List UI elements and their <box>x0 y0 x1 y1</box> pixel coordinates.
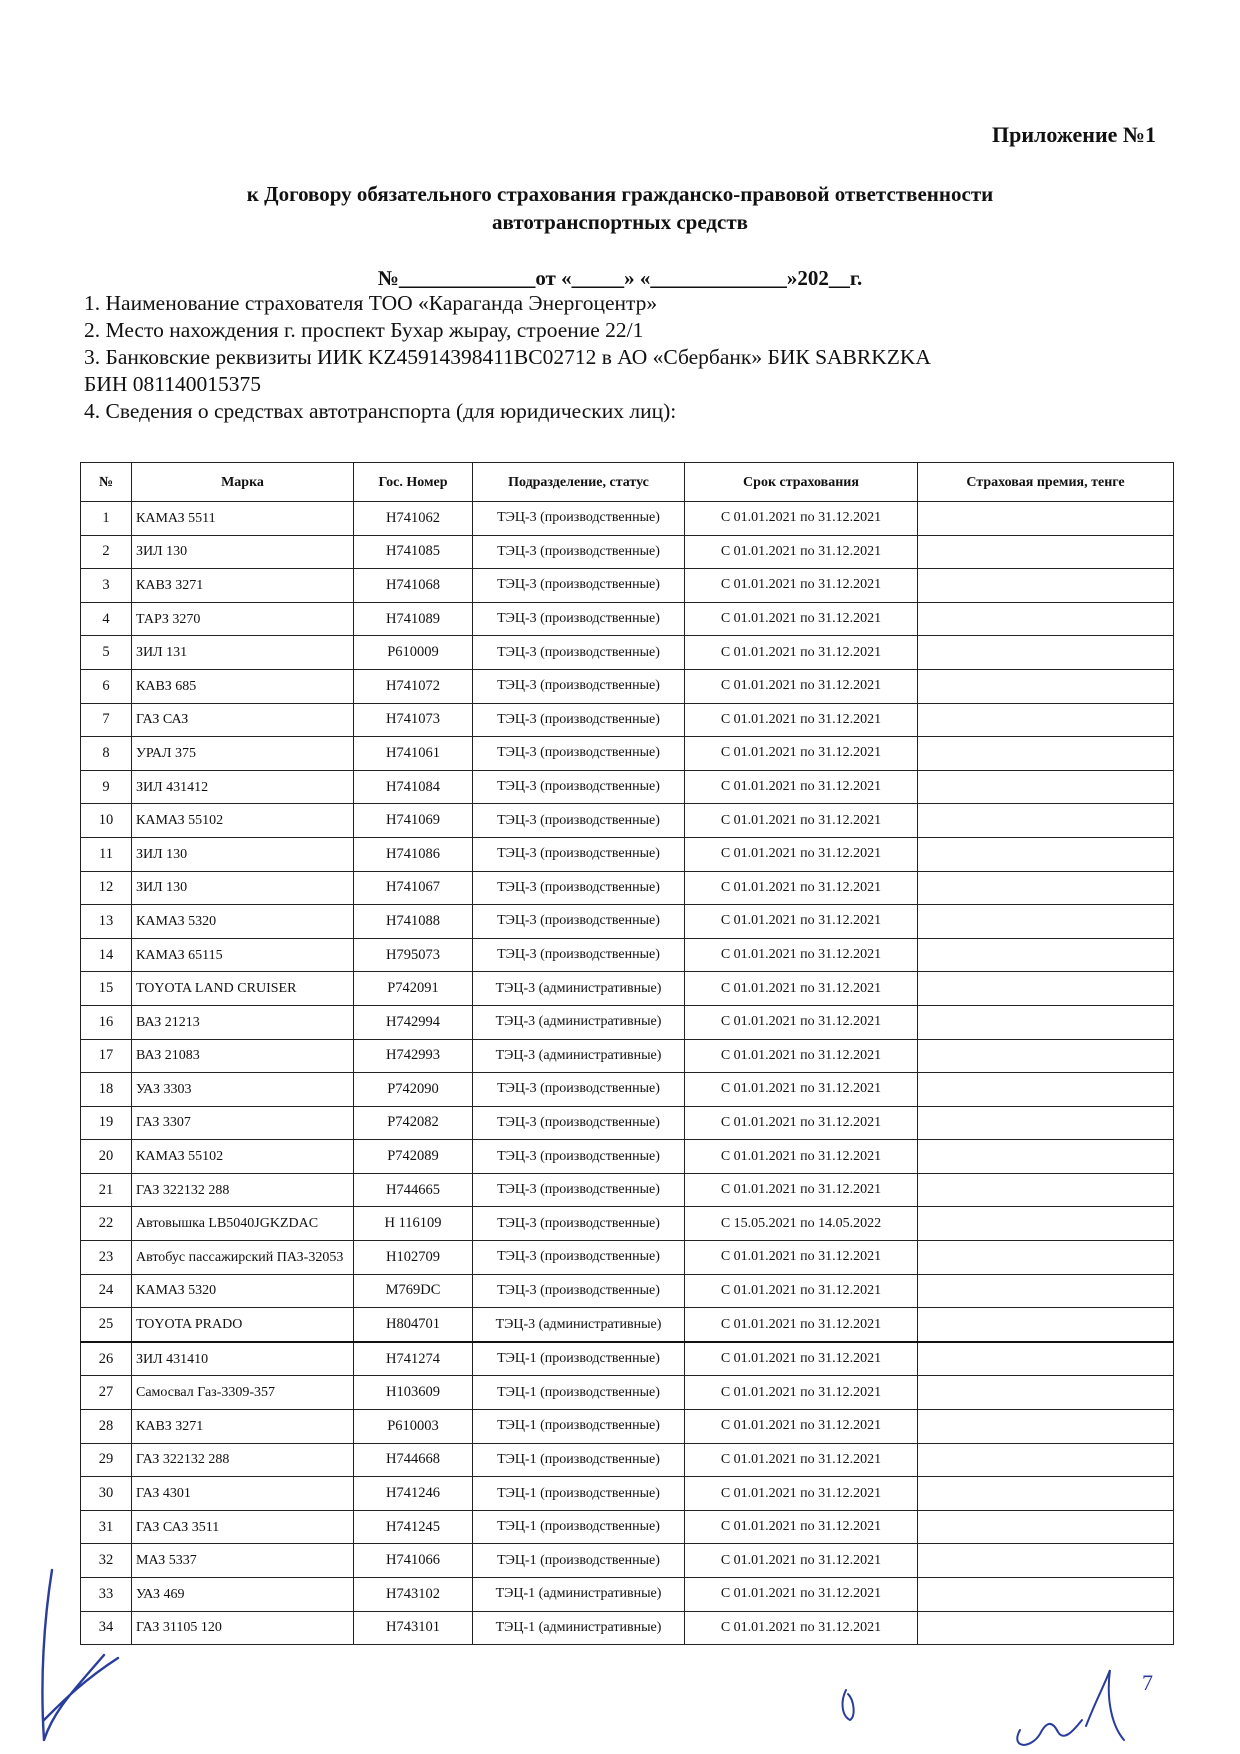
cell-plate: Н795073 <box>354 938 473 972</box>
cell-number: 14 <box>81 938 132 972</box>
table-row <box>81 1241 1174 1275</box>
cell-number: 16 <box>81 1005 132 1039</box>
cell-make: Автобус пассажирский ПАЗ-32053 <box>132 1241 354 1275</box>
cell-plate: Н743102 <box>354 1578 473 1612</box>
table-row <box>81 737 1174 771</box>
cell-make: КАМАЗ 5320 <box>132 1274 354 1308</box>
cell-premium <box>918 1410 1174 1444</box>
cell-term: С 01.01.2021 по 31.12.2021 <box>685 972 918 1006</box>
cell-plate: Н741084 <box>354 770 473 804</box>
cell-division: ТЭЦ-3 (административные) <box>473 1308 685 1342</box>
cell-plate: Н741067 <box>354 871 473 905</box>
cell-number: 28 <box>81 1410 132 1444</box>
table-row <box>81 669 1174 703</box>
cell-make: ГАЗ САЗ <box>132 703 354 737</box>
cell-number: 20 <box>81 1140 132 1174</box>
cell-number: 25 <box>81 1308 132 1342</box>
cell-premium <box>918 1544 1174 1578</box>
cell-term: С 01.01.2021 по 31.12.2021 <box>685 1308 918 1342</box>
cell-plate: Н742994 <box>354 1005 473 1039</box>
cell-term: С 01.01.2021 по 31.12.2021 <box>685 1578 918 1612</box>
header-number: № <box>81 463 132 502</box>
cell-division: ТЭЦ-3 (производственные) <box>473 837 685 871</box>
cell-division: ТЭЦ-3 (производственные) <box>473 1241 685 1275</box>
cell-make: ЗИЛ 130 <box>132 837 354 871</box>
cell-make: ЗИЛ 130 <box>132 871 354 905</box>
cell-premium <box>918 1073 1174 1107</box>
cell-number: 26 <box>81 1342 132 1376</box>
cell-division: ТЭЦ-3 (производственные) <box>473 905 685 939</box>
cell-term: С 01.01.2021 по 31.12.2021 <box>685 1039 918 1073</box>
cell-premium <box>918 636 1174 670</box>
cell-division: ТЭЦ-1 (производственные) <box>473 1443 685 1477</box>
cell-premium <box>918 569 1174 603</box>
info-bin: БИН 081140015375 <box>84 372 261 396</box>
cell-term: С 01.01.2021 по 31.12.2021 <box>685 1443 918 1477</box>
cell-number: 17 <box>81 1039 132 1073</box>
cell-division: ТЭЦ-1 (административные) <box>473 1611 685 1645</box>
cell-term: С 01.01.2021 по 31.12.2021 <box>685 770 918 804</box>
cell-division: ТЭЦ-3 (производственные) <box>473 502 685 536</box>
cell-premium <box>918 1106 1174 1140</box>
table-row <box>81 703 1174 737</box>
cell-premium <box>918 1342 1174 1376</box>
cell-division: ТЭЦ-1 (производственные) <box>473 1342 685 1376</box>
cell-plate: Р610009 <box>354 636 473 670</box>
table-body <box>81 502 1174 1645</box>
cell-term: С 01.01.2021 по 31.12.2021 <box>685 1410 918 1444</box>
cell-number: 27 <box>81 1376 132 1410</box>
cell-plate: Н102709 <box>354 1241 473 1275</box>
cell-make: ГАЗ 322132 288 <box>132 1173 354 1207</box>
header-term: Срок страхования <box>685 463 918 502</box>
cell-premium <box>918 871 1174 905</box>
cell-make: ГАЗ 4301 <box>132 1477 354 1511</box>
cell-division: ТЭЦ-3 (административные) <box>473 1005 685 1039</box>
cell-number: 3 <box>81 569 132 603</box>
cell-premium <box>918 535 1174 569</box>
contract-number-line: №_____________от «_____» «_____________»202__г. <box>377 266 863 290</box>
cell-premium <box>918 669 1174 703</box>
cell-number: 6 <box>81 669 132 703</box>
cell-make: КАМАЗ 5511 <box>132 502 354 536</box>
table-row <box>81 1477 1174 1511</box>
cell-plate: Н741086 <box>354 837 473 871</box>
cell-plate: Н741088 <box>354 905 473 939</box>
cell-make: ЗИЛ 130 <box>132 535 354 569</box>
cell-number: 23 <box>81 1241 132 1275</box>
table-row <box>81 535 1174 569</box>
table-header-row <box>81 463 1174 502</box>
table-row <box>81 636 1174 670</box>
cell-make: ВАЗ 21213 <box>132 1005 354 1039</box>
cell-number: 34 <box>81 1611 132 1645</box>
table-row <box>81 938 1174 972</box>
cell-term: С 01.01.2021 по 31.12.2021 <box>685 804 918 838</box>
cell-premium <box>918 770 1174 804</box>
cell-plate: Н741068 <box>354 569 473 603</box>
title-line-1: к Договору обязательного страхования гражданско-правовой ответственности <box>246 182 994 206</box>
table-row <box>81 1039 1174 1073</box>
cell-division: ТЭЦ-1 (производственные) <box>473 1477 685 1511</box>
cell-make: TOYOTA LAND CRUISER <box>132 972 354 1006</box>
table-row <box>81 1376 1174 1410</box>
cell-division: ТЭЦ-1 (производственные) <box>473 1544 685 1578</box>
cell-premium <box>918 905 1174 939</box>
cell-division: ТЭЦ-3 (производственные) <box>473 535 685 569</box>
cell-plate: Н741072 <box>354 669 473 703</box>
signature-right <box>1000 1660 1140 1754</box>
cell-make: КАМАЗ 65115 <box>132 938 354 972</box>
cell-division: ТЭЦ-3 (производственные) <box>473 669 685 703</box>
table-row <box>81 502 1174 536</box>
table-row <box>81 1308 1174 1342</box>
cell-plate: Р742089 <box>354 1140 473 1174</box>
cell-number: 9 <box>81 770 132 804</box>
cell-division: ТЭЦ-3 (производственные) <box>473 804 685 838</box>
cell-number: 12 <box>81 871 132 905</box>
signature-left <box>14 1560 134 1750</box>
cell-term: С 01.01.2021 по 31.12.2021 <box>685 1241 918 1275</box>
table-row <box>81 871 1174 905</box>
cell-premium <box>918 1005 1174 1039</box>
header-division: Подразделение, статус <box>473 463 685 502</box>
cell-division: ТЭЦ-1 (производственные) <box>473 1410 685 1444</box>
cell-plate: Н743101 <box>354 1611 473 1645</box>
cell-make: ГАЗ 3307 <box>132 1106 354 1140</box>
cell-premium <box>918 1611 1174 1645</box>
cell-term: С 01.01.2021 по 31.12.2021 <box>685 1274 918 1308</box>
cell-term: С 01.01.2021 по 31.12.2021 <box>685 1376 918 1410</box>
table-row <box>81 1140 1174 1174</box>
cell-plate: Н741069 <box>354 804 473 838</box>
cell-division: ТЭЦ-1 (производственные) <box>473 1376 685 1410</box>
cell-division: ТЭЦ-3 (производственные) <box>473 1073 685 1107</box>
cell-number: 22 <box>81 1207 132 1241</box>
cell-division: ТЭЦ-3 (производственные) <box>473 770 685 804</box>
table-row <box>81 1005 1174 1039</box>
cell-term: С 01.01.2021 по 31.12.2021 <box>685 871 918 905</box>
cell-premium <box>918 602 1174 636</box>
cell-make: КАВЗ 3271 <box>132 1410 354 1444</box>
cell-number: 21 <box>81 1173 132 1207</box>
cell-plate: Н 116109 <box>354 1207 473 1241</box>
cell-term: С 01.01.2021 по 31.12.2021 <box>685 1342 918 1376</box>
cell-make: КАВЗ 3271 <box>132 569 354 603</box>
table-row <box>81 1274 1174 1308</box>
cell-number: 30 <box>81 1477 132 1511</box>
table-row <box>81 804 1174 838</box>
table-row <box>81 972 1174 1006</box>
table-row <box>81 1106 1174 1140</box>
table-row <box>81 569 1174 603</box>
cell-make: КАВЗ 685 <box>132 669 354 703</box>
table-row <box>81 1578 1174 1612</box>
cell-division: ТЭЦ-3 (производственные) <box>473 703 685 737</box>
cell-plate: Н741089 <box>354 602 473 636</box>
cell-division: ТЭЦ-3 (производственные) <box>473 636 685 670</box>
cell-term: С 01.01.2021 по 31.12.2021 <box>685 569 918 603</box>
cell-term: С 01.01.2021 по 31.12.2021 <box>685 1073 918 1107</box>
cell-term: С 01.01.2021 по 31.12.2021 <box>685 502 918 536</box>
cell-premium <box>918 1578 1174 1612</box>
cell-number: 24 <box>81 1274 132 1308</box>
cell-term: С 01.01.2021 по 31.12.2021 <box>685 1477 918 1511</box>
table-row <box>81 837 1174 871</box>
cell-division: ТЭЦ-3 (административные) <box>473 972 685 1006</box>
table-row <box>81 1410 1174 1444</box>
cell-plate: Н744668 <box>354 1443 473 1477</box>
cell-term: С 01.01.2021 по 31.12.2021 <box>685 703 918 737</box>
cell-premium <box>918 1274 1174 1308</box>
table-row <box>81 1173 1174 1207</box>
cell-plate: М769DC <box>354 1274 473 1308</box>
cell-make: УАЗ 3303 <box>132 1073 354 1107</box>
cell-make: МАЗ 5337 <box>132 1544 354 1578</box>
cell-plate: Н741061 <box>354 737 473 771</box>
cell-plate: Н741245 <box>354 1510 473 1544</box>
cell-premium <box>918 1173 1174 1207</box>
table-row <box>81 1073 1174 1107</box>
cell-term: С 01.01.2021 по 31.12.2021 <box>685 1611 918 1645</box>
vehicles-table <box>80 462 1174 1645</box>
table-row <box>81 1207 1174 1241</box>
cell-term: С 01.01.2021 по 31.12.2021 <box>685 938 918 972</box>
header-make: Марка <box>132 463 354 502</box>
cell-division: ТЭЦ-3 (производственные) <box>473 1106 685 1140</box>
cell-make: ГАЗ 31105 120 <box>132 1611 354 1645</box>
cell-plate: Н741246 <box>354 1477 473 1511</box>
cell-division: ТЭЦ-1 (административные) <box>473 1578 685 1612</box>
cell-make: Самосвал Газ-3309-357 <box>132 1376 354 1410</box>
cell-term: С 01.01.2021 по 31.12.2021 <box>685 1173 918 1207</box>
cell-premium <box>918 1140 1174 1174</box>
cell-plate: Н744665 <box>354 1173 473 1207</box>
cell-number: 18 <box>81 1073 132 1107</box>
cell-number: 8 <box>81 737 132 771</box>
cell-number: 31 <box>81 1510 132 1544</box>
annex-label: Приложение №1 <box>992 122 1156 147</box>
table-row <box>81 1611 1174 1645</box>
cell-division: ТЭЦ-3 (административные) <box>473 1039 685 1073</box>
cell-plate: Н804701 <box>354 1308 473 1342</box>
cell-plate: Р610003 <box>354 1410 473 1444</box>
cell-make: TOYOTA PRADO <box>132 1308 354 1342</box>
cell-premium <box>918 972 1174 1006</box>
cell-premium <box>918 1443 1174 1477</box>
cell-plate: Н741085 <box>354 535 473 569</box>
cell-term: С 01.01.2021 по 31.12.2021 <box>685 837 918 871</box>
cell-number: 2 <box>81 535 132 569</box>
cell-division: ТЭЦ-3 (производственные) <box>473 871 685 905</box>
cell-plate: Р742091 <box>354 972 473 1006</box>
cell-division: ТЭЦ-3 (производственные) <box>473 1173 685 1207</box>
info-vehicle-section: 4. Сведения о средствах автотранспорта (для юридических лиц): <box>84 399 677 423</box>
table-row <box>81 1443 1174 1477</box>
cell-make: ЗИЛ 431412 <box>132 770 354 804</box>
cell-make: ЗИЛ 431410 <box>132 1342 354 1376</box>
cell-division: ТЭЦ-3 (производственные) <box>473 602 685 636</box>
cell-term: С 01.01.2021 по 31.12.2021 <box>685 905 918 939</box>
cell-term: С 01.01.2021 по 31.12.2021 <box>685 1005 918 1039</box>
cell-premium <box>918 1039 1174 1073</box>
cell-term: С 01.01.2021 по 31.12.2021 <box>685 1544 918 1578</box>
cell-premium <box>918 502 1174 536</box>
cell-plate: Н742993 <box>354 1039 473 1073</box>
cell-number: 19 <box>81 1106 132 1140</box>
cell-make: ВАЗ 21083 <box>132 1039 354 1073</box>
cell-number: 32 <box>81 1544 132 1578</box>
cell-premium <box>918 938 1174 972</box>
cell-premium <box>918 1477 1174 1511</box>
page-number: 7 <box>1142 1670 1153 1695</box>
cell-plate: Н103609 <box>354 1376 473 1410</box>
cell-plate: Н741066 <box>354 1544 473 1578</box>
cell-term: С 01.01.2021 по 31.12.2021 <box>685 1510 918 1544</box>
header-premium: Страховая премия, тенге <box>918 463 1174 502</box>
table-row <box>81 905 1174 939</box>
cell-plate: Р742082 <box>354 1106 473 1140</box>
table-row <box>81 1544 1174 1578</box>
cell-number: 5 <box>81 636 132 670</box>
info-bank-details: 3. Банковские реквизиты ИИК KZ45914398411BC02712 в АО «Сбербанк» БИК SABRKZKA <box>84 345 931 369</box>
cell-make: ГАЗ 322132 288 <box>132 1443 354 1477</box>
info-policyholder-name: 1. Наименование страхователя ТОО «Караганда Энергоцентр» <box>84 291 658 315</box>
cell-division: ТЭЦ-3 (производственные) <box>473 569 685 603</box>
policyholder-info <box>84 290 1156 425</box>
cell-term: С 15.05.2021 по 14.05.2022 <box>685 1207 918 1241</box>
cell-number: 33 <box>81 1578 132 1612</box>
cell-term: С 01.01.2021 по 31.12.2021 <box>685 669 918 703</box>
cell-premium <box>918 1510 1174 1544</box>
cell-premium <box>918 1376 1174 1410</box>
cell-term: С 01.01.2021 по 31.12.2021 <box>685 1106 918 1140</box>
cell-division: ТЭЦ-3 (производственные) <box>473 1140 685 1174</box>
cell-premium <box>918 703 1174 737</box>
cell-number: 1 <box>81 502 132 536</box>
cell-make: ЗИЛ 131 <box>132 636 354 670</box>
cell-division: ТЭЦ-3 (производственные) <box>473 1274 685 1308</box>
cell-number: 29 <box>81 1443 132 1477</box>
cell-make: ТАРЗ 3270 <box>132 602 354 636</box>
info-location: 2. Место нахождения г. проспект Бухар жырау, строение 22/1 <box>84 318 644 342</box>
cell-term: С 01.01.2021 по 31.12.2021 <box>685 737 918 771</box>
header-plate: Гос. Номер <box>354 463 473 502</box>
cell-term: С 01.01.2021 по 31.12.2021 <box>685 602 918 636</box>
cell-number: 4 <box>81 602 132 636</box>
cell-term: С 01.01.2021 по 31.12.2021 <box>685 535 918 569</box>
cell-premium <box>918 1241 1174 1275</box>
cell-premium <box>918 804 1174 838</box>
cell-plate: Н741062 <box>354 502 473 536</box>
cell-plate: Р742090 <box>354 1073 473 1107</box>
cell-division: ТЭЦ-3 (производственные) <box>473 1207 685 1241</box>
cell-number: 13 <box>81 905 132 939</box>
cell-division: ТЭЦ-3 (производственные) <box>473 938 685 972</box>
cell-term: С 01.01.2021 по 31.12.2021 <box>685 636 918 670</box>
cell-make: ГАЗ САЗ 3511 <box>132 1510 354 1544</box>
cell-premium <box>918 737 1174 771</box>
cell-plate: Н741274 <box>354 1342 473 1376</box>
cell-division: ТЭЦ-1 (производственные) <box>473 1510 685 1544</box>
cell-plate: Н741073 <box>354 703 473 737</box>
cell-make: КАМАЗ 55102 <box>132 1140 354 1174</box>
title-line-2: автотранспортных средств <box>492 210 748 234</box>
table-row <box>81 770 1174 804</box>
table-row <box>81 1510 1174 1544</box>
cell-make: Автовышка LB5040JGKZDAC <box>132 1207 354 1241</box>
cell-make: КАМАЗ 5320 <box>132 905 354 939</box>
cell-number: 10 <box>81 804 132 838</box>
cell-number: 7 <box>81 703 132 737</box>
table-row <box>81 1342 1174 1376</box>
cell-division: ТЭЦ-3 (производственные) <box>473 737 685 771</box>
cell-make: КАМАЗ 55102 <box>132 804 354 838</box>
cell-make: УРАЛ 375 <box>132 737 354 771</box>
cell-term: С 01.01.2021 по 31.12.2021 <box>685 1140 918 1174</box>
cell-number: 11 <box>81 837 132 871</box>
signature-initials <box>836 1686 866 1728</box>
document-title <box>120 180 1120 236</box>
cell-premium <box>918 837 1174 871</box>
cell-premium <box>918 1207 1174 1241</box>
table-row <box>81 602 1174 636</box>
cell-number: 15 <box>81 972 132 1006</box>
cell-premium <box>918 1308 1174 1342</box>
cell-make: УАЗ 469 <box>132 1578 354 1612</box>
